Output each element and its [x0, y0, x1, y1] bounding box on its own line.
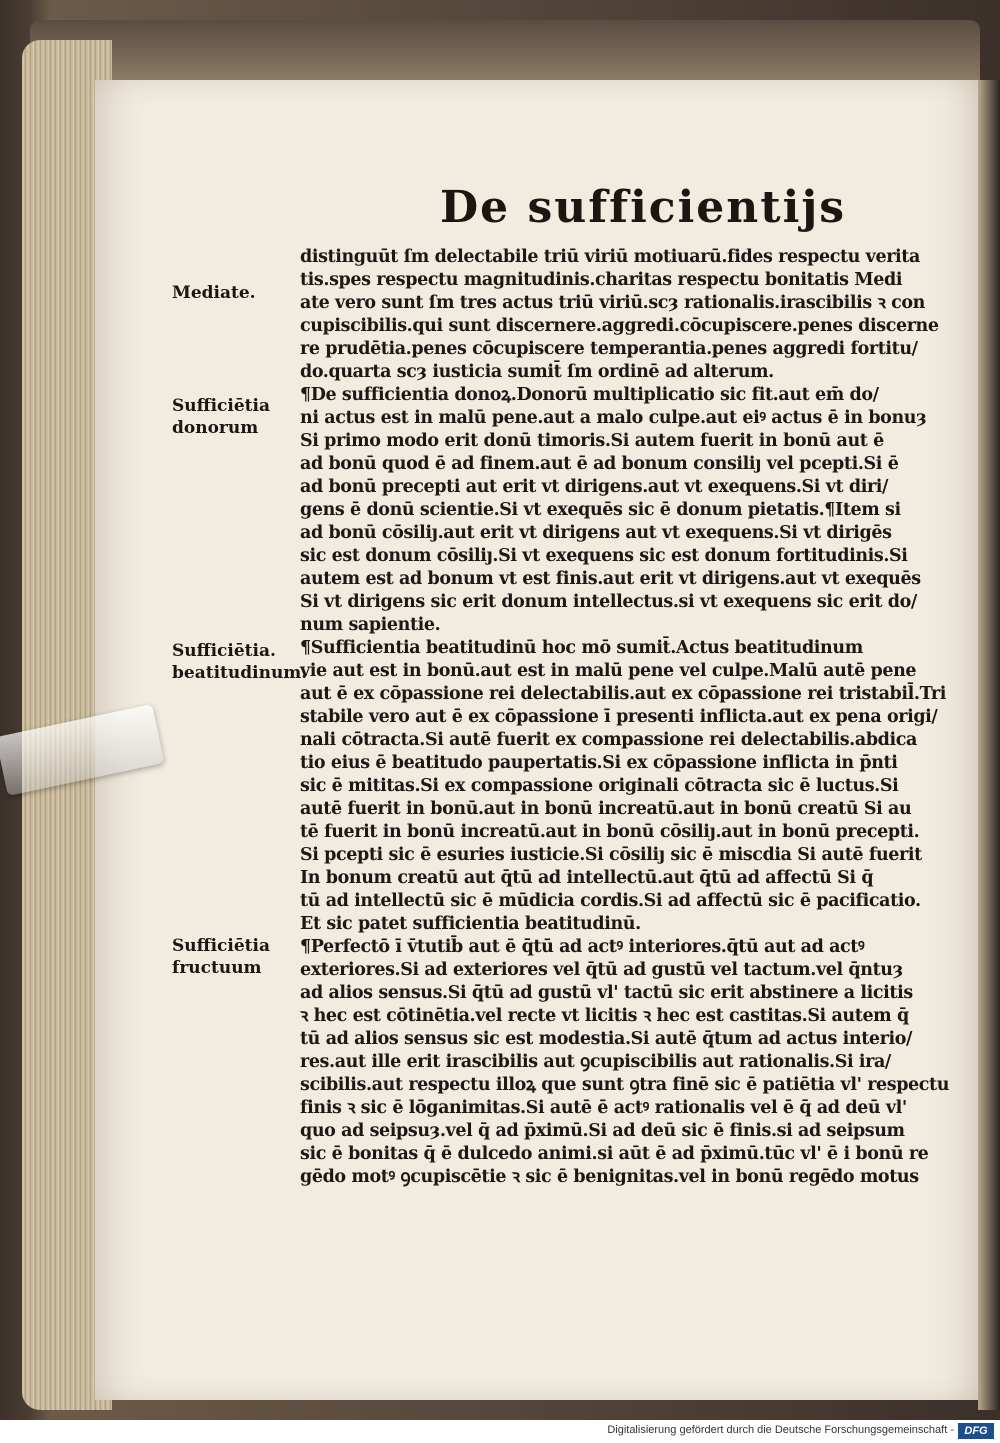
text-line: gēdo motꝰ ꝯcupiscētie ꝛ sic ē benignitas.vel in bonū regēdo motus: [300, 1167, 919, 1187]
text-line: Si vt dirigens sic erit donum intellectus.si vt exequens sic erit do/: [300, 592, 917, 612]
text-line: Si pcepti sic ē esuries iusticie.Si cōsiliȷ sic ē miscdia Si autē fuerit: [300, 845, 922, 865]
text-line: ate vero sunt ſm tres actus triū viriū.scȝ rationalis.irascibilis ꝛ con: [300, 293, 925, 313]
text-line: tē fuerit in bonū increatū.aut in bonū cōsiliȷ.aut in bonū precepti.: [300, 822, 920, 842]
text-line: Si primo modo erit donū timoris.Si autem fuerit in bonū aut ē: [300, 431, 884, 451]
text-line: do.quarta scȝ iusticia sumit̄ ſm ordinē ad alterum.: [300, 362, 774, 382]
text-line: exteriores.Si ad exteriores vel q̄tū ad gustū vel tactum.vel q̄ntuȝ: [300, 960, 903, 980]
text-line: aut ē ex cōpassione rei delectabilis.aut ex cōpassione rei tristabil̄.Tri: [300, 684, 946, 704]
text-line: nali cōtracta.Si autē fuerit ex compassione rei delectabilis.abdica: [300, 730, 917, 750]
footer-credit: Digitalisierung gefördert durch die Deutsche Forschungsgemeinschaft -: [607, 1424, 954, 1436]
text-line: sic est donum cōsiliȷ.Si vt exequens sic est donum fortitudinis.Si: [300, 546, 908, 566]
body-text: [300, 246, 950, 1189]
text-line: distinguūt ſm delectabile triū viriū motiuarū.fides respectu verita: [300, 247, 920, 267]
text-line: tio eius ē beatitudo paupertatis.Si ex cōpassione inflicta in p̄nti: [300, 753, 898, 773]
text-line: re prudētia.penes cōcupiscere temperantia.penes aggredi fortitu/: [300, 339, 918, 359]
text-line: scibilis.aut respectu illoꝝ que sunt ꝯtra finē sic ē patiētia vl' respectu: [300, 1075, 950, 1095]
book-cover-top: [30, 20, 980, 80]
margin-note-beatitudinum: Sufficiētia. beatitudinum.: [172, 641, 308, 683]
text-line: ni actus est in malū pene.aut a malo culpe.aut eiꝰ actus ē in bonuȝ: [300, 408, 927, 428]
text-line: cupiscibilis.qui sunt discernere.aggredi.cōcupiscere.penes discerne: [300, 316, 939, 336]
page-header: De sufficientijs: [440, 182, 847, 233]
text-line: vie aut est in bonū.aut est in malū pene vel culpe.Malū autē pene: [300, 661, 917, 681]
text-line: ꝛ hec est cōtinētia.vel recte vt licitis ꝛ hec est castitas.Si autem q̄: [300, 1006, 909, 1026]
text-line: sic ē bonitas q̄ ē dulcedo animi.si aūt ē ad p̄ximū.tūc vl' ē i bonū re: [300, 1144, 929, 1164]
text-line: gens ē donū scientie.Si vt exequēs sic ē donum pietatis.¶Item si: [300, 500, 901, 520]
text-line: ad bonū cōsiliȷ.aut erit vt dirigens aut vt exequens.Si vt dirigēs: [300, 523, 892, 543]
margin-note-mediate: Mediate.: [172, 283, 256, 303]
text-line: ¶Perfectō ī v̄tutib̄ aut ē q̄tū ad actꝰ interiores.q̄tū aut ad actꝰ: [300, 937, 865, 957]
text-line: In bonum creatū aut q̄tū ad intellectū.aut q̄tū ad affectū Si q̄: [300, 868, 874, 888]
text-line: ad bonū precepti aut erit vt dirigens.aut vt exequens.Si vt diri/: [300, 477, 889, 497]
dfg-logo: DFG: [958, 1423, 994, 1439]
text-line: stabile vero aut ē ex cōpassione ī presenti inflicta.aut ex pena origi/: [300, 707, 938, 727]
text-line: res.aut ille erit irascibilis aut ꝯcupiscibilis aut rationalis.Si ira/: [300, 1052, 891, 1072]
text-line: ¶De sufficientia donoꝝ.Donorū multiplicatio sic fit.aut em̄ do/: [300, 385, 879, 405]
text-line: num sapientie.: [300, 615, 441, 635]
text-line: autē fuerit in bonū.aut in bonū increatū.aut in bonū creatū Si au: [300, 799, 912, 819]
page-gutter: [978, 80, 1000, 1410]
text-line: tū ad alios sensus sic est modestia.Si autē q̄tum ad actus interio/: [300, 1029, 912, 1049]
text-line: finis ꝛ sic ē lōganimitas.Si autē ē actꝰ rationalis vel ē q̄ ad deū vl': [300, 1098, 907, 1118]
text-line: Et sic patet sufficientia beatitudinū.: [300, 914, 641, 934]
text-line: sic ē mititas.Si ex compassione originali cōtracta sic ē luctus.Si: [300, 776, 899, 796]
text-line: tū ad intellectū sic ē mūdicia cordis.Si ad affectū sic ē pacificatio.: [300, 891, 921, 911]
margin-note-fructuum: Sufficiētia fructuum: [172, 936, 270, 978]
text-line: ad alios sensus.Si q̄tū ad gustū vl' tactū sic erit abstinere a licitis: [300, 983, 913, 1003]
text-line: ad bonū quod ē ad finem.aut ē ad bonum consiliȷ vel pcepti.Si ē: [300, 454, 899, 474]
text-line: quo ad seipsuȝ.vel q̄ ad p̄ximū.Si ad deū sic ē finis.si ad seipsum: [300, 1121, 905, 1141]
margin-note-donorum: Sufficiētia donorum: [172, 396, 270, 438]
text-line: autem est ad bonum vt est finis.aut erit vt dirigens.aut vt exequēs: [300, 569, 921, 589]
text-line: ¶Sufficientia beatitudinū hoc mō sumit̄.Actus beatitudinum: [300, 638, 863, 658]
text-line: tis.spes respectu magnitudinis.charitas respectu bonitatis Medi: [300, 270, 903, 290]
footer-bar: [0, 1420, 1000, 1443]
